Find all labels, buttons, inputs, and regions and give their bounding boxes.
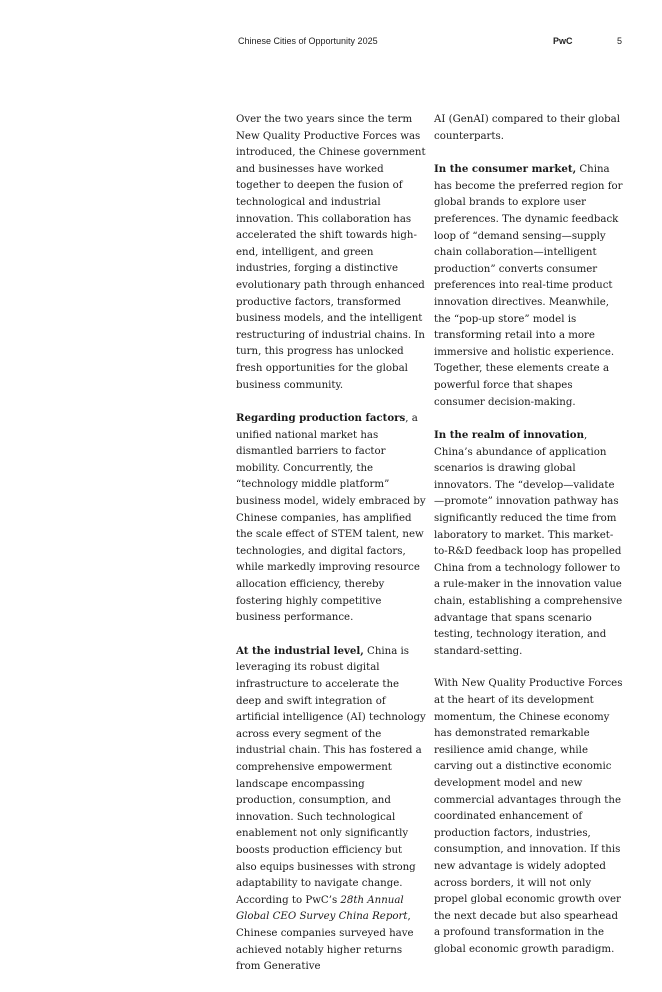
industrial-level-paragraph — [236, 643, 426, 976]
consumer-market-paragraph — [434, 161, 624, 411]
right-column — [434, 112, 624, 975]
innovation-text: , China’s abundance of application scenarios is drawing global innovators. The “develop—validate—promote” innovation pathway has significantly reduced the time from laboratory to market. This market-to-R&D feedback loop has propelled China from a technology follower to a rule-maker in the innovation value chain, establishing a comprehensive advantage that spans scenario testing, technology iteration, and standard-setting. — [434, 430, 623, 657]
left-column — [236, 112, 426, 992]
industrial-level-heading: At the industrial level, — [236, 644, 364, 657]
innovation-heading: In the realm of innovation — [434, 429, 585, 442]
brand-logo-text: PwC — [553, 36, 573, 46]
conclusion-paragraph: With New Quality Productive Forces at the heart of its development momentum, the Chinese economy has demonstrated remarkable resilience amid change, while carving out a distinctive economic development model and new commercial advantages through the coordinated enhancement of production factors, industries, consumption, and innovation. If this new advantage is widely adopted across borders, it will not only propel global economic growth over the next decade but also spearhead a profound transformation in the global economic growth paradigm. — [434, 678, 623, 955]
intro-paragraph: Over the two years since the term New Quality Productive Forces was introduced, the Chinese government and businesses have worked together to deepen the fusion of technological and industrial innovation. This collaboration has accelerated the shift towards high-end, intelligent, and green industries, forging a distinctive evolutionary path through enhanced productive factors, transformed business models, and the intelligent restructuring of industrial chains. In turn, this progress has unlocked fresh opportunities for the global business community. — [236, 114, 426, 391]
industrial-level-tail: , Chinese companies surveyed have achieved notably higher returns from Generative — [236, 911, 414, 973]
production-factors-paragraph — [236, 410, 426, 627]
ceo-survey-report-title: 28th Annual Global CEO Survey China Report — [236, 894, 408, 923]
genai-continuation: AI (GenAI) compared to their global counterparts. — [434, 114, 620, 142]
production-factors-heading: Regarding production factors — [236, 412, 406, 425]
page-header — [238, 36, 624, 50]
consumer-market-heading: In the consumer market, — [434, 163, 577, 176]
report-title: Chinese Cities of Opportunity 2025 — [238, 36, 378, 46]
page-number: 5 — [616, 36, 622, 46]
consumer-market-text: China has become the preferred region for global brands to explore user preferences. The dynamic feedback loop of “demand sensing—supply chain collaboration—intelligent production” converts consumer preferences into real-time product innovation directives. Meanwhile, the “pop-up store” model is transforming retail into a more immersive and holistic experience. Together, these elements create a powerful force that shapes consumer decision-making. — [434, 164, 623, 408]
innovation-paragraph — [434, 427, 624, 660]
industrial-level-text: China is leveraging its robust digital infrastructure to accelerate the deep and swift integration of artificial intelligence (AI) technology across every segment of the industrial chain. This has fostered a comprehensive empowerment landscape encompassing production, consumption, and innovation. Such technological enablement not only significantly boosts production efficiency but also equips businesses with strong adaptability to navigate change. According to PwC’s — [236, 645, 426, 906]
production-factors-text: , a unified national market has dismantled barriers to factor mobility. Concurrently, the “technology middle platform” business model, widely embraced by Chinese companies, has amplified the scale effect of STEM talent, new technologies, and digital factors, while markedly improving resource allocation efficiency, thereby fostering highly competitive business performance. — [236, 413, 426, 624]
